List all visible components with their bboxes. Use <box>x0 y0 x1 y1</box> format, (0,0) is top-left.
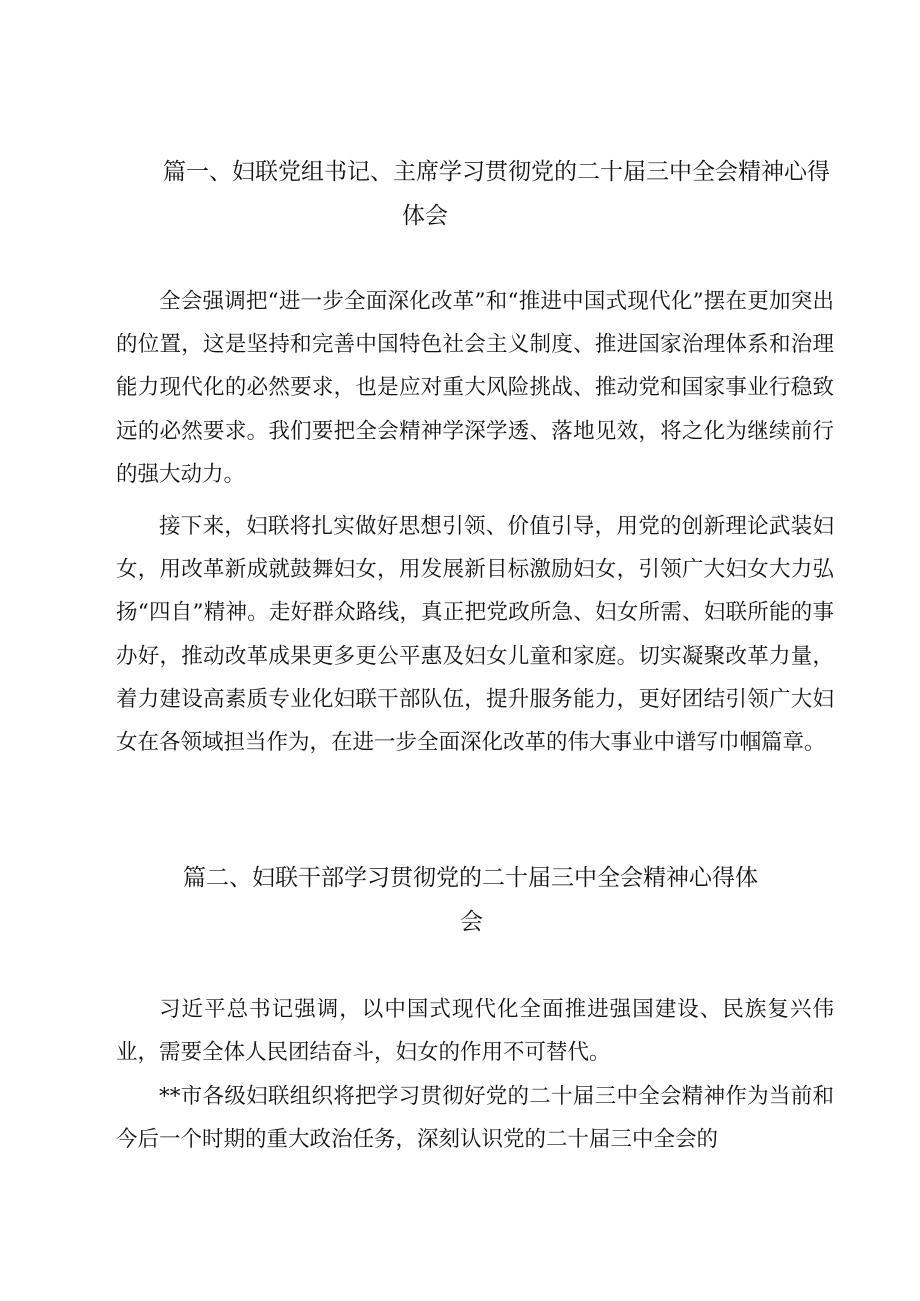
section-1-paragraph-1: 全会强调把“进一步全面深化改革”和“推进中国式现代化”摆在更加突出的位置，这是坚持和完善中国特色社会主义制度、推进国家治理体系和治理能力现代化的必然要求，也是应对重大风险挑战、推动党和国家事业行稳致远的必然要求。我们要把全会精神学深学透、落地见效，将之化为继续前行的强大动力。 <box>116 289 834 487</box>
section-1-heading-line-1: 篇一、妇联党组书记、主席学习贯彻党的二十届三中全会精神心得 <box>163 159 830 185</box>
section-1-heading-line-2: 体会 <box>402 203 448 229</box>
section-1-paragraph-2: 接下来，妇联将扎实做好思想引领、价值引导，用党的创新理论武装妇女，用改革新成就鼓舞妇女，用发展新目标激励妇女，引领广大妇女大力弘扬“四自”精神。走好群众路线，真正把党政所急、妇女所需、妇联所能的事办好，推动改革成果更多更公平惠及妇女儿童和家庭。切实凝聚改革力量，着力建设高素质专业化妇联干部队伍，提升服务能力，更好团结引领广大妇女在各领域担当作为，在进一步全面深化改革的伟大事业中谱写巾帼篇章。 <box>116 514 834 756</box>
section-2-paragraph-1: 习近平总书记强调，以中国式现代化全面推进强国建设、民族复兴伟业，需要全体人民团结奋斗，妇女的作用不可替代。 <box>116 997 834 1066</box>
section-2-heading-line-1: 篇二、妇联干部学习贯彻党的二十届三中全会精神心得体 <box>183 865 758 891</box>
section-2-paragraph-2: **市各级妇联组织将把学习贯彻好党的二十届三中全会精神作为当前和今后一个时期的重大政治任务，深刻认识党的二十届三中全会的 <box>116 1084 834 1153</box>
section-2-heading-line-2: 会 <box>460 909 483 935</box>
